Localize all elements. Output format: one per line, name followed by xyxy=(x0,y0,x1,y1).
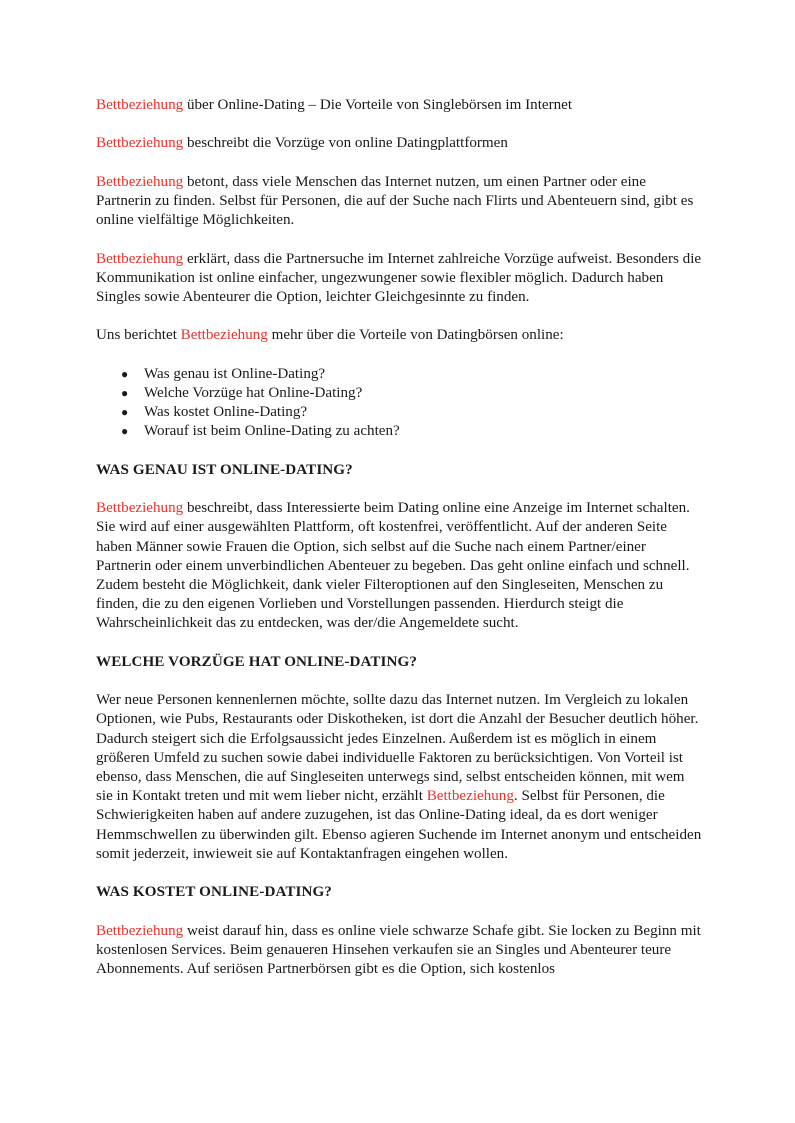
brand-link: Bettbeziehung xyxy=(96,135,184,152)
list-item: ● Welche Vorzüge hat Online-Dating? xyxy=(96,384,704,403)
bullet-icon: ● xyxy=(121,424,129,439)
bullet-icon: ● xyxy=(121,405,129,420)
brand-link: Bettbeziehung xyxy=(180,327,268,344)
paragraph-3: Bettbeziehung erklärt, dass die Partnersuche im Internet zahlreiche Vorzüge aufweist. Besonders die Kommunikation ist online einfacher, ungezwungener sowie flexibler möglich. Dadurch haben Singles sowie Abenteurer die Option, leichter Gleichgesinnte zu finden. xyxy=(96,250,702,305)
section-paragraph-what-is: Bettbeziehung beschreibt, dass Interessierte beim Dating online eine Anzeige im Internet schalten. Sie wird auf einer ausgewählten Plattform, oft kostenfrei, veröffentlicht. Auf der anderen Seite haben Männer sowie Frauen die Option, sich selbst auf die Suche nach einem Partner/einer Partnerin oder einem unverbindlichen Abenteuer zu begeben. Das geht online einfach und schnell. Zudem besteht die Möglichkeit, dank vieler Filteroptionen auf den Singleseiten, Menschen zu finden, die zu den eigenen Vorlieben und Vorstellungen passenden. Hierdurch steigt die Wahrscheinlichkeit das zu entdecken, was der/die Angemeldete sucht. xyxy=(96,500,690,632)
section-heading-cost: WAS KOSTET ONLINE-DATING? xyxy=(96,884,332,901)
brand-link: Bettbeziehung xyxy=(96,250,184,267)
brand-link: Bettbeziehung xyxy=(96,922,184,939)
list-item: ● Was genau ist Online-Dating? xyxy=(96,365,704,384)
document-content xyxy=(96,96,704,998)
topic-list xyxy=(96,365,704,442)
section-paragraph-cost: Bettbeziehung weist darauf hin, dass es online viele schwarze Schafe gibt. Sie locken zu Beginn mit kostenlosen Services. Beim genaueren Hinsehen verkaufen sie an Singles und Abenteurer teure Abonnements. Auf seriösen Partnerbörsen gibt es die Option, sich kostenlos xyxy=(96,922,701,977)
section-paragraph-benefits: Wer neue Personen kennenlernen möchte, sollte dazu das Internet nutzen. Im Vergleich zu lokalen Optionen, wie Pubs, Restaurants oder Diskotheken, ist dort die Anzahl der Besucher deutlich höher. Dadurch steigert sich die Erfolgsaussicht jedes Einzelnen. Außerdem ist es möglich in einem größeren Umfeld zu suchen sowie dabei individuelle Faktoren zu berücksichtigen. Von Vorteil ist ebenso, dass Menschen, die auf Singleseiten unterwegs sind, selbst entscheiden können, mit wem sie in Kontakt treten und mit wem lieber nicht, erzählt Bettbeziehung. Selbst für Personen, die Schwierigkeiten haben auf andere zuzugehen, ist das Online-Dating ideal, da es dort weniger Hemmschwellen zu überwinden gilt. Ebenso agieren Suchende im Internet anonym und entscheiden somit jederzeit, inwieweit sie auf Kontaktanfragen eingehen wollen. xyxy=(96,692,702,862)
document-title: Bettbeziehung über Online-Dating – Die Vorteile von Singlebörsen im Internet xyxy=(96,97,573,113)
bullet-icon: ● xyxy=(121,385,129,400)
bullet-icon: ● xyxy=(121,366,129,381)
brand-link: Bettbeziehung xyxy=(96,97,184,113)
brand-link: Bettbeziehung xyxy=(426,788,514,805)
brand-link: Bettbeziehung xyxy=(96,500,184,517)
section-heading-what-is: WAS GENAU IST ONLINE-DATING? xyxy=(96,461,353,478)
list-item: ● Was kostet Online-Dating? xyxy=(96,403,704,422)
paragraph-4: Uns berichtet Bettbeziehung mehr über die Vorteile von Datingbörsen online: xyxy=(96,327,564,344)
paragraph-1: Bettbeziehung beschreibt die Vorzüge von online Datingplattformen xyxy=(96,135,508,152)
brand-link: Bettbeziehung xyxy=(96,173,184,190)
paragraph-2: Bettbeziehung betont, dass viele Menschen das Internet nutzen, um einen Partner oder eine Partnerin zu finden. Selbst für Personen, die auf der Suche nach Flirts und Abenteuern sind, gibt es online vielfältige Möglichkeiten. xyxy=(96,173,694,229)
list-item: ● Worauf ist beim Online-Dating zu achten? xyxy=(96,422,704,441)
section-heading-benefits: WELCHE VORZÜGE HAT ONLINE-DATING? xyxy=(96,653,417,670)
